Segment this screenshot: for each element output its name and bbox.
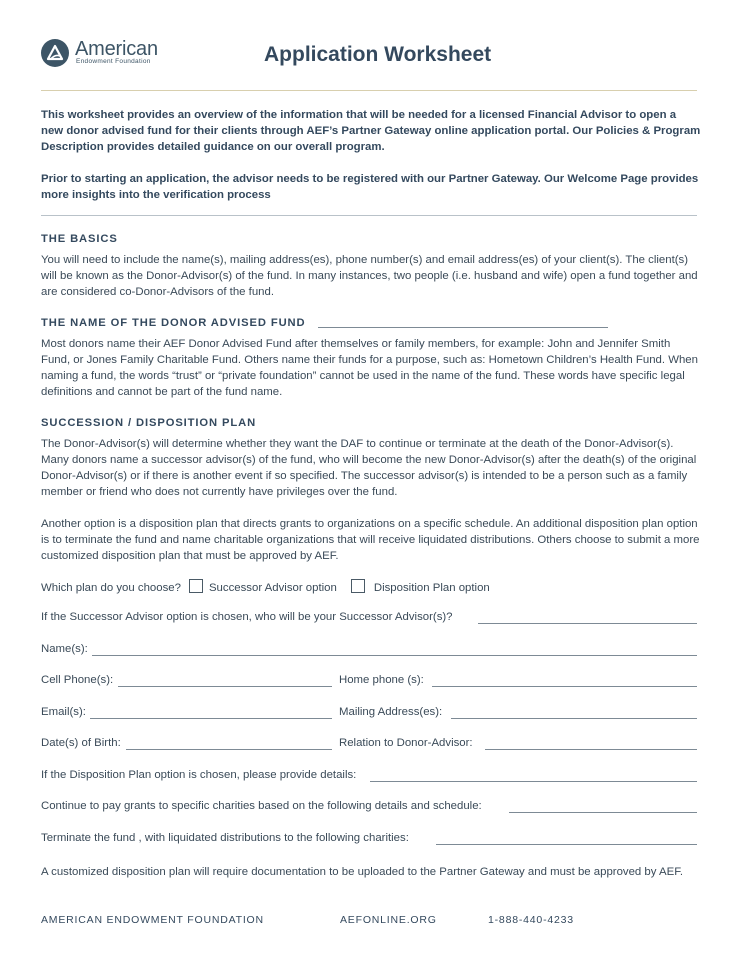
name-input-line[interactable] — [92, 655, 697, 656]
terminate-fund-label: Terminate the fund , with liquidated distributions to the following charities: — [41, 832, 409, 844]
intro-paragraph-2: Prior to starting an application, the advisor needs to be registered with our Partner Gateway. Our Welcome Page provides more insights into the verification process — [41, 173, 699, 201]
footer-website[interactable]: AEFONLINE.ORG — [340, 914, 437, 926]
successor-option-label: Successor Advisor option — [208, 582, 337, 594]
mailing-address-input-line[interactable] — [451, 718, 697, 719]
intro-paragraph-1: This worksheet provides an overview of the information that will be needed for a licensed Financial Advisor to open a new donor advised fund for their clients through AEF’s Partner Gateway online application portal. Our Policies & Program Description provides detailed guidance on our overall program. — [41, 109, 701, 153]
relation-label: Relation to Donor-Advisor: — [339, 737, 473, 749]
email-input-line[interactable] — [90, 718, 332, 719]
succession-text-1: The Donor-Advisor(s) will determine whether they want the DAF to continue or terminate at the death of the Donor-Advisor(s). Many donors name a successor advisor(s) of the fund, who will become the new Donor-Advisor(s) after the death(s) of the original Donor-Advisor(s) or if there is another event if so specified. The successor advisor(s) is intended to be a person such as a family member or friend who does not currently have privileges over the fund. — [41, 438, 697, 498]
disposition-option-label: Disposition Plan option — [373, 582, 490, 594]
home-phone-label: Home phone (s): — [339, 674, 424, 686]
page-title: Application Worksheet — [264, 43, 492, 66]
cell-phone-label: Cell Phone(s): — [41, 674, 114, 686]
succession-heading: SUCCESSION / DISPOSITION PLAN — [41, 417, 257, 429]
logo-subtitle: Endowment Foundation — [76, 58, 151, 65]
plan-question-label: Which plan do you choose? — [41, 582, 181, 594]
plan-choice-row — [41, 579, 490, 594]
dob-label: Date(s) of Birth: — [41, 737, 121, 749]
basics-text: You will need to include the name(s), mailing address(es), phone number(s) and email address(es) of your client(s). The client(s) will be known as the Donor-Advisor(s) of the fund. In many instances, two people (i.e. husband and wife) open a fund together and are considered co-Donor-Advisors of the fund. — [41, 254, 698, 298]
basics-heading: THE BASICS — [41, 233, 118, 245]
continue-grants-input-line[interactable] — [509, 812, 697, 813]
successor-option-checkbox[interactable] — [189, 579, 203, 593]
dob-input-line[interactable] — [126, 749, 332, 750]
fund-name-input-line[interactable] — [318, 327, 608, 328]
custom-plan-note: A customized disposition plan will require documentation to be uploaded to the Partner Gateway and must be approved by AEF. — [41, 866, 684, 878]
disposition-option-checkbox[interactable] — [351, 579, 365, 593]
email-label: Email(s): — [41, 706, 86, 718]
aef-logo-icon — [41, 39, 69, 67]
mailing-address-label: Mailing Address(es): — [339, 706, 443, 718]
fund-name-heading: THE NAME OF THE DONOR ADVISED FUND — [41, 317, 306, 329]
succession-text-2: Another option is a disposition plan that directs grants to organizations on a specific schedule. An additional disposition plan option is to terminate the fund and name charitable organizations that will receive liquidated distributions. Others choose to submit a more customized disposition plan that must be approved by AEF. — [41, 518, 700, 562]
footer-phone: 1-888-440-4233 — [488, 914, 574, 926]
fund-name-text: Most donors name their AEF Donor Advised Fund after themselves or family members, for example: John and Jennifer Smith Fund, or Jones Family Charitable Fund. Others name their funds for a purpose, such as: Hometown Children’s Health Fund. When naming a fund, the words “trust” or “private foundation” cannot be used in the name of the fund. These words have specific legal definitions and cannot be part of the fund name. — [41, 338, 698, 398]
disposition-details-input-line[interactable] — [370, 781, 697, 782]
intro-divider — [41, 215, 697, 216]
successor-question: If the Successor Advisor option is chosen, who will be your Successor Advisor(s)? — [41, 611, 453, 623]
successor-advisor-input-line[interactable] — [478, 623, 697, 624]
home-phone-input-line[interactable] — [432, 686, 697, 687]
footer-org: AMERICAN ENDOWMENT FOUNDATION — [41, 914, 264, 926]
cell-phone-input-line[interactable] — [118, 686, 332, 687]
terminate-fund-input-line[interactable] — [436, 844, 697, 845]
name-label: Name(s): — [41, 643, 88, 655]
relation-input-line[interactable] — [485, 749, 697, 750]
logo-name: American — [75, 38, 158, 60]
header-divider — [41, 90, 697, 91]
continue-grants-label: Continue to pay grants to specific charities based on the following details and schedule: — [41, 800, 482, 812]
disposition-details-label: If the Disposition Plan option is chosen, please provide details: — [41, 769, 357, 781]
